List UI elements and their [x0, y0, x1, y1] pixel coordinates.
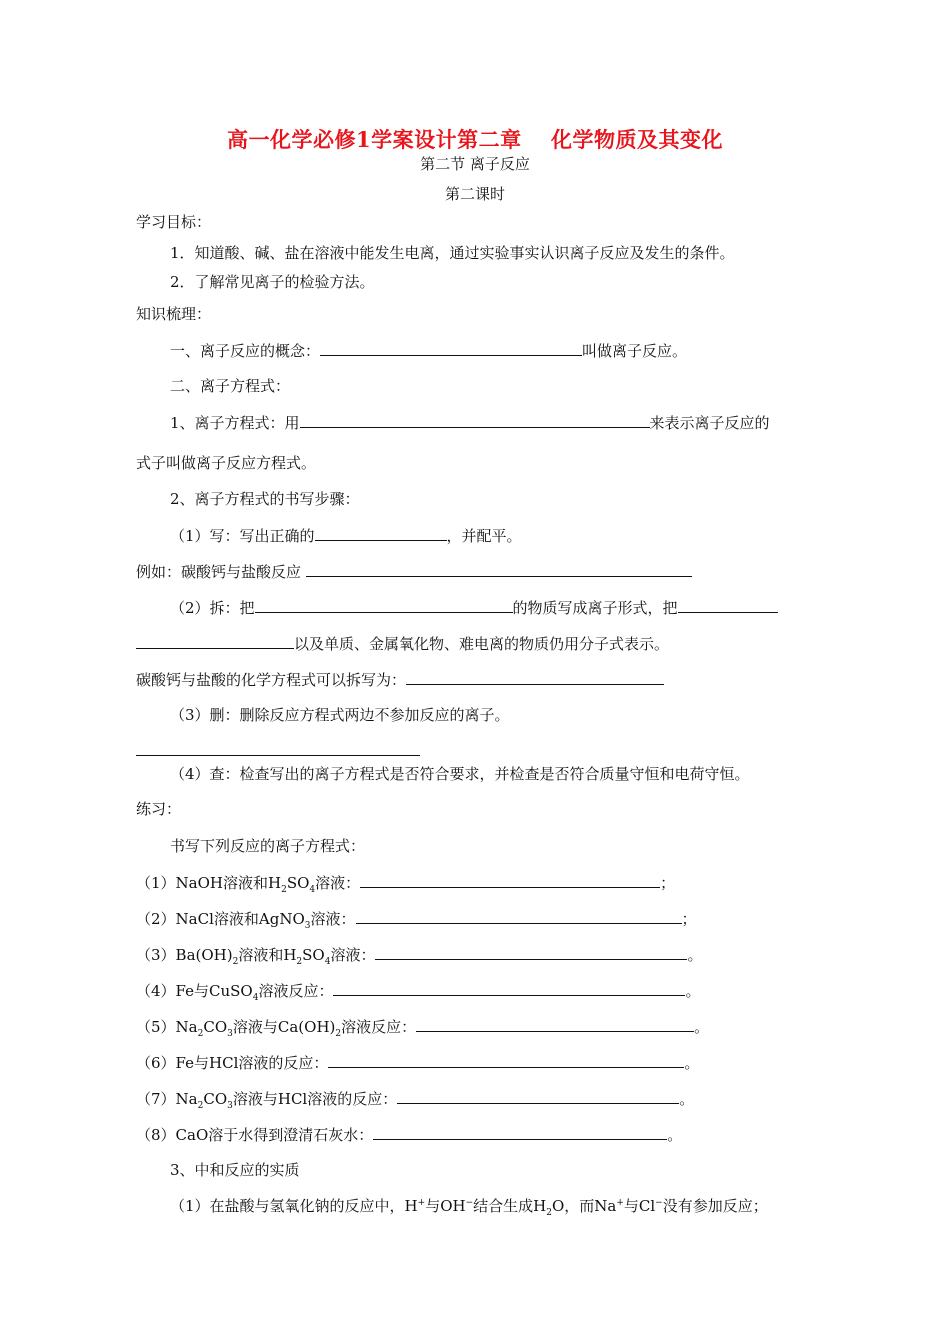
split-line	[136, 669, 664, 690]
objective-item-1: 1．知道酸、碱、盐在溶液中能发生电离，通过实验事实认识离子反应及发生的条件。	[170, 244, 735, 262]
neutralization-text: 与OH	[425, 1197, 466, 1215]
steps-heading: 2、离子方程式的书写步骤：	[170, 490, 360, 508]
exercise-4-text: （4）Fe与CuSO	[136, 982, 253, 1000]
document-title: 高一化学必修1学案设计第二章 化学物质及其变化	[227, 127, 723, 152]
step2-blank-3[interactable]	[136, 633, 294, 649]
exercise-1-end: ；	[660, 874, 676, 892]
subscript: 2	[281, 885, 287, 895]
split-prefix: 碳酸钙与盐酸的化学方程式可以拆写为：	[136, 671, 407, 689]
lesson-title: 第二课时	[444, 185, 505, 203]
neutralization-point-1	[170, 1196, 768, 1216]
subscript: 4	[309, 885, 316, 895]
superscript: −	[465, 1198, 474, 1208]
subscript: 2	[197, 1101, 204, 1111]
superscript: +	[616, 1198, 624, 1208]
exercise-1-blank[interactable]	[360, 872, 660, 888]
subscript: 2	[232, 957, 239, 967]
superscript: −	[655, 1198, 663, 1208]
knowledge-heading: 知识梳理：	[136, 305, 212, 323]
exercise-8-end: 。	[667, 1126, 683, 1144]
exercise-5-end: 。	[694, 1018, 710, 1036]
exercise-3-text: 溶液：	[330, 946, 376, 964]
concept-prefix: 一、离子反应的概念：	[170, 342, 321, 360]
step1-suffix: ，并配平。	[446, 527, 522, 545]
exercise-7-text: CO	[203, 1090, 228, 1108]
subscript: 2	[546, 1208, 552, 1218]
step3-line: （3）删：删除反应方程式两边不参加反应的离子。	[170, 706, 510, 724]
exercise-7-blank[interactable]	[397, 1088, 679, 1104]
step2-blank-1[interactable]	[255, 597, 513, 613]
exercise-3-text: 溶液和H	[238, 946, 297, 964]
neutralization-text: 没有参加反应；	[662, 1197, 768, 1215]
exercise-5	[136, 1016, 709, 1037]
step2-line	[170, 597, 778, 618]
equation-heading: 二、离子方程式：	[170, 377, 291, 395]
subscript: 4	[252, 993, 259, 1003]
step2-prefix: （2）拆：把	[170, 599, 255, 617]
exercise-2-text: 溶液：	[310, 910, 356, 928]
exercise-6	[136, 1052, 699, 1073]
exercise-8	[136, 1124, 682, 1145]
exercise-2-text: （2）NaCl溶液和AgNO	[136, 910, 305, 928]
exercise-1-text: 溶液：	[315, 874, 361, 892]
subscript: 3	[304, 921, 311, 931]
exercise-6-end: 。	[684, 1054, 700, 1072]
equation-definition-continuation: 式子叫做离子反应方程式。	[136, 454, 317, 472]
exercise-4-blank[interactable]	[333, 980, 685, 996]
equation-definition-prefix: 1、离子方程式：用	[170, 414, 300, 432]
neutralization-text: O，而Na	[551, 1197, 617, 1215]
practice-prompt: 书写下列反应的离子方程式：	[170, 837, 366, 855]
example-blank[interactable]	[306, 561, 692, 577]
exercise-5-text: （5）Na	[136, 1018, 198, 1036]
exercise-6-text: （6）Fe与HCl溶液的反应：	[136, 1054, 329, 1072]
exercise-3-blank[interactable]	[375, 944, 687, 960]
exercise-5-text: 溶液反应：	[341, 1018, 417, 1036]
practice-heading: 练习：	[136, 800, 182, 818]
exercise-1-text: （1）NaOH溶液和H	[136, 874, 282, 892]
concept-blank[interactable]	[320, 340, 582, 356]
exercise-2	[136, 908, 697, 929]
superscript: +	[417, 1198, 426, 1208]
exercise-3-text: （3）Ba(OH)	[136, 946, 233, 964]
section-title: 第二节 离子反应	[420, 155, 530, 173]
concept-suffix: 叫做离子反应。	[582, 342, 688, 360]
exercise-1	[136, 872, 675, 893]
exercise-5-text: 溶液与Ca(OH)	[232, 1018, 336, 1036]
equation-definition-suffix: 来表示离子反应的	[649, 414, 770, 432]
step1-blank[interactable]	[315, 525, 447, 541]
neutralization-text: （1）在盐酸与氢氧化钠的反应中，H	[170, 1197, 418, 1215]
equation-definition-line	[170, 412, 770, 433]
exercise-1-text: SO	[286, 874, 310, 892]
objectives-heading: 学习目标：	[136, 213, 212, 231]
equation-definition-blank[interactable]	[300, 412, 650, 428]
exercise-2-blank[interactable]	[356, 908, 682, 924]
neutralization-text: 与Cl	[623, 1197, 656, 1215]
exercise-3	[136, 944, 703, 965]
step2-middle: 的物质写成离子形式，把	[512, 599, 678, 617]
exercise-6-blank[interactable]	[328, 1052, 684, 1068]
example-line	[136, 561, 692, 582]
subscript: 2	[335, 1029, 342, 1039]
exercise-5-text: CO	[203, 1018, 228, 1036]
subscript: 4	[324, 957, 331, 967]
exercise-7-text: 溶液与HCl溶液的反应：	[232, 1090, 398, 1108]
step4-line: （4）查：检查写出的离子方程式是否符合要求，并检查是否符合质量守恒和电荷守恒。	[170, 765, 750, 783]
step1-prefix: （1）写：写出正确的	[170, 527, 315, 545]
subscript: 3	[227, 1029, 233, 1039]
exercise-4-text: 溶液反应：	[258, 982, 334, 1000]
step1-line	[170, 525, 522, 546]
split-blank[interactable]	[406, 669, 664, 685]
step2-continuation: 以及单质、金属氧化物、难电离的物质仍用分子式表示。	[294, 635, 670, 653]
exercise-4	[136, 980, 701, 1001]
example-prefix: 例如：碳酸钙与盐酸反应	[136, 563, 302, 581]
objective-item-2: 2．了解常见离子的检验方法。	[170, 273, 375, 291]
step2-continuation-line	[136, 633, 669, 654]
exercise-8-text: （8）CaO溶于水得到澄清石灰水：	[136, 1126, 374, 1144]
subscript: 2	[197, 1029, 204, 1039]
subscript: 3	[227, 1101, 233, 1111]
exercise-2-end: ；	[681, 910, 697, 928]
concept-line	[170, 340, 687, 361]
step2-blank-2[interactable]	[678, 597, 778, 613]
exercise-7-text: （7）Na	[136, 1090, 198, 1108]
exercise-3-end: 。	[687, 946, 703, 964]
step3-answer-blank[interactable]	[136, 755, 420, 756]
exercise-7-end: 。	[679, 1090, 695, 1108]
neutralization-text: 结合生成H	[473, 1197, 547, 1215]
exercise-4-end: 。	[685, 982, 701, 1000]
exercise-5-blank[interactable]	[416, 1016, 694, 1032]
neutralization-heading: 3、中和反应的实质	[170, 1161, 300, 1179]
exercise-3-text: SO	[302, 946, 325, 964]
subscript: 2	[296, 957, 303, 967]
exercise-7	[136, 1088, 694, 1109]
exercise-8-blank[interactable]	[373, 1124, 667, 1140]
